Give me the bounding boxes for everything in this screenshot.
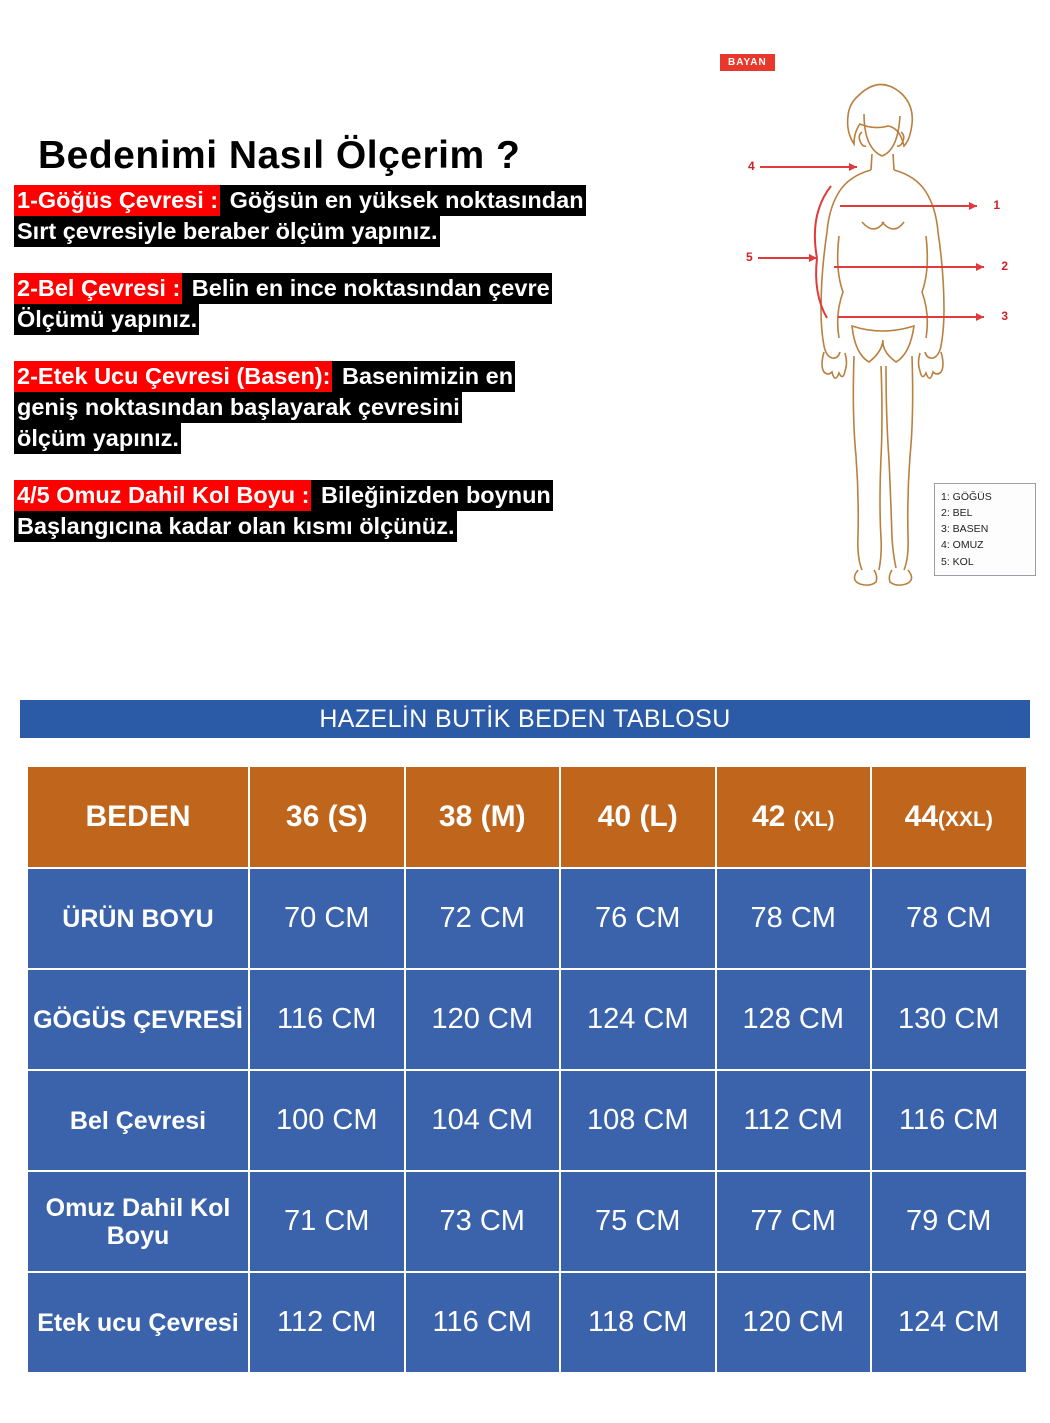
cell: 116 CM bbox=[249, 969, 405, 1070]
instruction-line bbox=[14, 392, 714, 423]
cell: 112 CM bbox=[716, 1070, 872, 1171]
figure-callout-4: 4 bbox=[748, 159, 755, 173]
body-measurement-figure bbox=[712, 36, 1042, 596]
cell: 104 CM bbox=[405, 1070, 561, 1171]
legend-item: 5: KOL bbox=[941, 555, 974, 568]
figure-callout-5: 5 bbox=[746, 250, 753, 264]
cell: 116 CM bbox=[405, 1272, 561, 1373]
figure-callout-1: 1 bbox=[993, 198, 1000, 212]
cell: 128 CM bbox=[716, 969, 872, 1070]
table-row bbox=[27, 1272, 1027, 1373]
legend-item: 2: BEL bbox=[941, 506, 973, 519]
instruction-line bbox=[14, 361, 714, 392]
cell: 76 CM bbox=[560, 868, 716, 969]
instruction-text: Basenimizin en bbox=[332, 361, 515, 392]
figure-callout-3: 3 bbox=[1001, 309, 1008, 323]
cell: 71 CM bbox=[249, 1171, 405, 1272]
cell: 78 CM bbox=[716, 868, 872, 969]
legend-item: 1: GÖĞÜS bbox=[941, 490, 992, 503]
column-header-44 bbox=[871, 766, 1027, 868]
instruction-text: ölçüm yapınız. bbox=[14, 423, 181, 454]
row-label: Etek ucu Çevresi bbox=[27, 1272, 249, 1373]
instruction-line bbox=[14, 511, 714, 542]
column-header-label: 40 (L) bbox=[597, 800, 678, 833]
table-row bbox=[27, 1070, 1027, 1171]
size-table bbox=[26, 765, 1028, 1374]
cell: 73 CM bbox=[405, 1171, 561, 1272]
cell: 108 CM bbox=[560, 1070, 716, 1171]
figure-badge: BAYAN bbox=[720, 54, 775, 71]
figure-legend bbox=[934, 483, 1036, 576]
instruction-text: Sırt çevresiyle beraber ölçüm yapınız. bbox=[14, 216, 440, 247]
table-header-row bbox=[27, 766, 1027, 868]
instruction-line bbox=[14, 423, 714, 454]
row-label: Omuz Dahil Kol Boyu bbox=[27, 1171, 249, 1272]
row-label: ÜRÜN BOYU bbox=[27, 868, 249, 969]
page-title: Bedenimi Nasıl Ölçerim ? bbox=[38, 134, 521, 178]
instruction-line bbox=[14, 216, 714, 247]
legend-item: 4: OMUZ bbox=[941, 539, 984, 552]
figure-callout-2: 2 bbox=[1001, 259, 1008, 273]
instruction-line bbox=[14, 273, 714, 304]
instruction-text: Göğsün en yüksek noktasından bbox=[220, 185, 585, 216]
cell: 72 CM bbox=[405, 868, 561, 969]
instruction-text: geniş noktasından başlayarak çevresini bbox=[14, 392, 462, 423]
instruction-line bbox=[14, 185, 714, 216]
cell: 79 CM bbox=[871, 1171, 1027, 1272]
legend-item: 3: BASEN bbox=[941, 523, 989, 536]
cell: 120 CM bbox=[716, 1272, 872, 1373]
column-header-label: 42 bbox=[751, 800, 794, 833]
cell: 118 CM bbox=[560, 1272, 716, 1373]
column-header-label: 38 (M) bbox=[438, 800, 526, 833]
instruction-lead: 1-Göğüs Çevresi : bbox=[14, 185, 220, 216]
cell: 116 CM bbox=[871, 1070, 1027, 1171]
column-header-sub: (XL) bbox=[793, 808, 835, 831]
cell: 77 CM bbox=[716, 1171, 872, 1272]
instruction-text: Belin en ince noktasından çevre bbox=[182, 273, 551, 304]
instruction-text: Ölçümü yapınız. bbox=[14, 304, 199, 335]
column-header-label: 44 bbox=[904, 800, 939, 833]
column-header-38 bbox=[405, 766, 561, 868]
instruction-item bbox=[14, 185, 714, 247]
cell: 100 CM bbox=[249, 1070, 405, 1171]
column-header-42 bbox=[716, 766, 872, 868]
instruction-item bbox=[14, 361, 714, 454]
column-header-label: 36 (S) bbox=[285, 800, 368, 833]
column-header-40 bbox=[560, 766, 716, 868]
measurement-instructions bbox=[14, 185, 714, 568]
instruction-line bbox=[14, 480, 714, 511]
instruction-lead: 2-Etek Ucu Çevresi (Basen): bbox=[14, 361, 332, 392]
instruction-text: Bileğinizden boynun bbox=[311, 480, 552, 511]
cell: 120 CM bbox=[405, 969, 561, 1070]
cell: 70 CM bbox=[249, 868, 405, 969]
cell: 75 CM bbox=[560, 1171, 716, 1272]
row-label: Bel Çevresi bbox=[27, 1070, 249, 1171]
column-header-beden bbox=[27, 766, 249, 868]
table-row bbox=[27, 1171, 1027, 1272]
table-row bbox=[27, 969, 1027, 1070]
cell: 124 CM bbox=[560, 969, 716, 1070]
column-header-label: BEDEN bbox=[85, 800, 191, 833]
cell: 78 CM bbox=[871, 868, 1027, 969]
size-table-banner: HAZELİN BUTİK BEDEN TABLOSU bbox=[20, 700, 1030, 738]
instruction-lead: 2-Bel Çevresi : bbox=[14, 273, 182, 304]
cell: 112 CM bbox=[249, 1272, 405, 1373]
instruction-lead: 4/5 Omuz Dahil Kol Boyu : bbox=[14, 480, 311, 511]
table-row bbox=[27, 868, 1027, 969]
row-label: GÖGÜS ÇEVRESİ bbox=[27, 969, 249, 1070]
cell: 130 CM bbox=[871, 969, 1027, 1070]
column-header-36 bbox=[249, 766, 405, 868]
column-header-sub: (XXL) bbox=[938, 808, 993, 831]
instruction-item bbox=[14, 273, 714, 335]
instruction-item bbox=[14, 480, 714, 542]
instruction-text: Başlangıcına kadar olan kısmı ölçünüz. bbox=[14, 511, 457, 542]
cell: 124 CM bbox=[871, 1272, 1027, 1373]
instruction-line bbox=[14, 304, 714, 335]
